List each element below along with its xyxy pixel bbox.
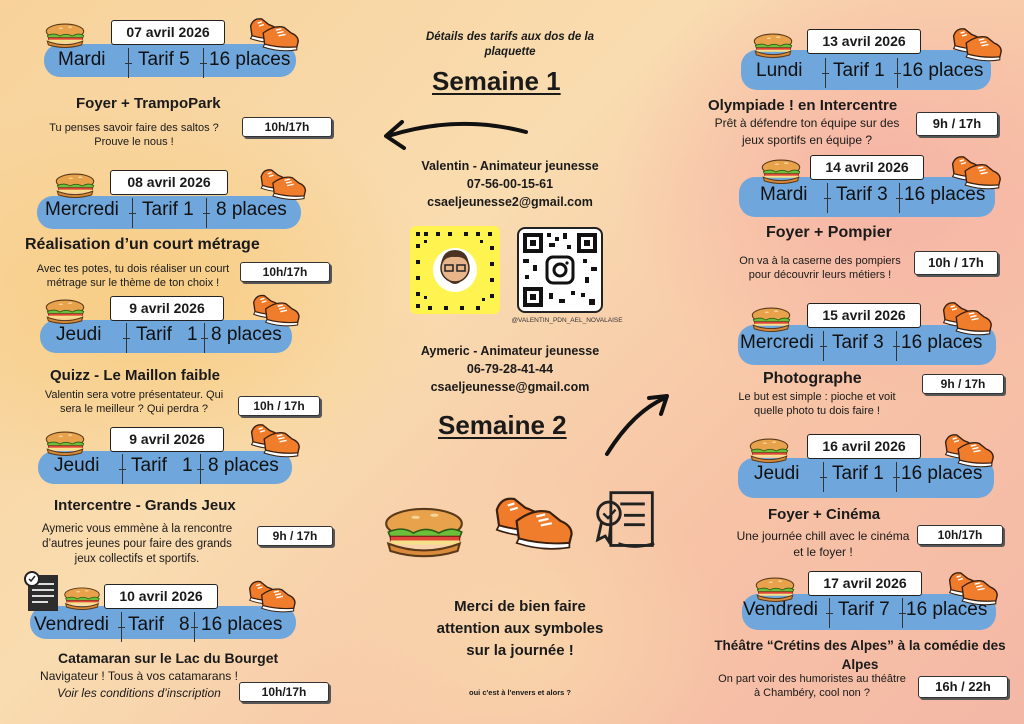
time-badge: 10h/17h	[242, 117, 332, 137]
running-shoes-icon	[948, 22, 1004, 64]
separator-tick	[119, 469, 126, 470]
day-label: Mercredi	[740, 332, 814, 353]
tarif-number: 1	[187, 324, 198, 345]
time-badge: 9h / 17h	[916, 112, 998, 136]
desc-line: Navigateur ! Tous à vos catamarans !	[40, 669, 238, 683]
desc-line: sera le meilleur ? Qui perdra ?	[60, 403, 208, 415]
separator-tick	[123, 338, 130, 339]
activity-description	[30, 668, 248, 702]
date-label: 07 avril 2026	[111, 20, 225, 45]
tarif-label: Tarif 7	[838, 599, 890, 620]
desc-line: Prêt à défendre ton équipe sur des	[714, 116, 900, 130]
aymeric-phone: 06-79-28-41-44	[466, 362, 554, 376]
desc-line: On va à la caserne des pompiers	[739, 255, 901, 267]
day-label: Vendredi	[743, 599, 819, 620]
activity-title: Foyer + TrampoPark	[76, 95, 221, 112]
time-badge: 9h / 17h	[257, 526, 333, 546]
day-label: Mardi	[760, 184, 808, 205]
activity-title: Réalisation d’un court métrage	[25, 236, 260, 253]
time-badge: 10h/17h	[240, 262, 330, 282]
snapcode-icon[interactable]	[410, 226, 500, 314]
intro-note	[400, 30, 620, 60]
desc-line: Aymeric vous emmène à la rencontre	[41, 523, 233, 535]
desc-line: quelle photo tu dois faire !	[754, 405, 880, 417]
places-label: 16 places	[201, 614, 283, 635]
separator-tick	[894, 73, 901, 74]
merci-line-2: attention aux symboles	[436, 620, 604, 637]
separator-tick	[893, 477, 900, 478]
intro-line-1: Détails des tarifs aux dos de la	[425, 31, 595, 43]
date-label: 15 avril 2026	[807, 303, 921, 328]
day-label: Vendredi	[34, 614, 110, 635]
sandwich-icon	[752, 32, 794, 58]
tarif-label: Tarif 1	[833, 60, 885, 81]
qr-code-icon[interactable]	[517, 227, 603, 313]
merci-message	[400, 596, 640, 662]
separator-tick	[203, 213, 210, 214]
separator-tick	[820, 346, 827, 347]
activity-description	[728, 528, 918, 560]
separator-tick	[822, 73, 829, 74]
separator-tick	[125, 63, 132, 64]
tarif-label: Tarif 5	[138, 49, 190, 70]
merci-line-3: sur la journée !	[466, 642, 574, 659]
date-label: 14 avril 2026	[810, 155, 924, 180]
running-shoes-icon	[256, 163, 308, 203]
aymeric-title: Aymeric - Animateur jeunesse	[420, 344, 600, 358]
valentin-title: Valentin - Animateur jeunesse	[421, 159, 599, 173]
places-label: 16 places	[901, 332, 983, 353]
valentin-email[interactable]: csaeljeunesse2@gmail.com	[427, 195, 593, 209]
separator-tick	[893, 346, 900, 347]
time-badge: 9h / 17h	[922, 374, 1004, 394]
semaine-2-heading: Semaine 2	[438, 410, 567, 440]
qr-caption: @VALENTIN_PDN_AEL_NOVALAISE	[511, 317, 623, 324]
desc-line: Le but est simple : pioche et voit	[738, 391, 896, 403]
activity-description	[30, 388, 238, 416]
tarif-number: 8	[179, 614, 190, 635]
places-label: 16 places	[902, 60, 984, 81]
tarif-label: Tarif 1	[832, 463, 884, 484]
arrow-left-icon	[378, 110, 528, 160]
tarif-label: Tarif	[131, 455, 167, 476]
time-badge: 10h / 17h	[914, 251, 998, 275]
day-label: Mercredi	[45, 199, 119, 220]
activity-description	[24, 262, 242, 290]
running-shoes-icon	[488, 488, 576, 554]
places-label: 16 places	[904, 184, 986, 205]
separator-tick	[820, 477, 827, 478]
sandwich-icon	[382, 504, 466, 558]
tarif-label: Tarif 3	[832, 332, 884, 353]
activity-description	[24, 522, 250, 567]
separator-tick	[824, 198, 831, 199]
activity-title: Foyer + Pompier	[766, 224, 892, 241]
date-label: 9 avril 2026	[110, 427, 224, 452]
places-label: 8 places	[208, 455, 279, 476]
separator-tick	[197, 469, 204, 470]
activity-description	[36, 121, 232, 149]
day-label: Lundi	[756, 60, 803, 81]
activity-description	[712, 672, 912, 700]
sandwich-icon	[750, 306, 792, 332]
title-line: Alpes	[841, 657, 879, 672]
desc-line: d’autres jeunes pour faire des grands	[42, 538, 232, 550]
intro-line-2: plaquette	[484, 46, 536, 58]
activity-description	[702, 115, 912, 149]
separator-tick	[201, 338, 208, 339]
desc-line: Une journée chill avec le cinéma	[736, 529, 910, 543]
valentin-phone: 07-56-00-15-61	[466, 177, 554, 191]
time-badge: 10h/17h	[917, 525, 1003, 545]
separator-tick	[899, 613, 906, 614]
tarif-label: Tarif	[128, 614, 164, 635]
date-label: 16 avril 2026	[807, 434, 921, 459]
day-label: Jeudi	[54, 455, 100, 476]
sandwich-icon	[44, 298, 86, 324]
date-label: 08 avril 2026	[110, 170, 228, 195]
tarif-number: 1	[182, 455, 193, 476]
tarif-label: Tarif 3	[836, 184, 888, 205]
contact-valentin	[404, 157, 616, 211]
desc-line: et le foyer !	[793, 545, 853, 559]
desc-line: Avec tes potes, tu dois réaliser un court	[36, 263, 230, 275]
title-line: Théâtre “Crétins des Alpes” à la comédie des	[714, 638, 1006, 653]
date-label: 9 avril 2026	[110, 296, 224, 321]
places-label: 8 places	[216, 199, 287, 220]
day-label: Jeudi	[56, 324, 102, 345]
places-label: 16 places	[901, 463, 983, 484]
certificate-icon	[592, 487, 658, 553]
document-icon	[22, 571, 62, 615]
running-shoes-icon	[244, 575, 298, 615]
activity-title: Quizz - Le Maillon faible	[50, 367, 221, 384]
separator-tick	[129, 213, 136, 214]
date-label: 10 avril 2026	[104, 584, 218, 609]
activity-title: Photographe	[763, 370, 862, 387]
tarif-label: Tarif	[136, 324, 172, 345]
separator-tick	[191, 627, 198, 628]
sandwich-icon	[54, 172, 96, 198]
places-label: 16 places	[209, 49, 291, 70]
activity-description	[734, 390, 900, 418]
desc-line: Valentin sera votre présentateur. Qui	[44, 389, 224, 401]
places-label: 16 places	[906, 599, 988, 620]
separator-tick	[826, 613, 833, 614]
time-badge: 10h/17h	[239, 682, 329, 702]
sandwich-icon	[748, 437, 790, 463]
time-badge: 16h / 22h	[918, 676, 1008, 698]
activity-description	[730, 254, 910, 282]
desc-line: Prouve le nous !	[94, 136, 174, 148]
semaine-1-heading: Semaine 1	[432, 66, 561, 96]
day-label: Jeudi	[754, 463, 800, 484]
separator-tick	[118, 627, 125, 628]
separator-tick	[896, 198, 903, 199]
day-label: Mardi	[58, 49, 106, 70]
aymeric-email[interactable]: csaeljeunesse@gmail.com	[430, 380, 590, 394]
desc-line: métrage sur le thème de ton choix !	[46, 277, 220, 289]
time-badge: 10h / 17h	[238, 396, 320, 416]
desc-line: à Chambéry, cool non ?	[754, 687, 870, 699]
sandwich-icon	[62, 586, 102, 610]
tarif-label: Tarif 1	[142, 199, 194, 220]
arrow-right-icon	[603, 392, 673, 462]
activity-title: Intercentre - Grands Jeux	[54, 497, 236, 514]
footer-note: oui c'est à l'envers et alors ?	[469, 688, 571, 697]
activity-title	[700, 636, 1020, 674]
desc-line-italic[interactable]: Voir les conditions d’inscription	[57, 686, 221, 700]
desc-line: Tu penses savoir faire des saltos ?	[49, 122, 219, 134]
places-label: 8 places	[211, 324, 282, 345]
activity-title: Foyer + Cinéma	[768, 506, 881, 523]
sandwich-icon	[760, 158, 802, 184]
activity-title: Olympiade ! en Intercentre	[708, 97, 898, 114]
date-label: 13 avril 2026	[807, 29, 921, 54]
desc-line: pour découvrir leurs métiers !	[748, 269, 892, 281]
contact-aymeric	[404, 342, 616, 396]
activity-title: Catamaran sur le Lac du Bourget	[58, 650, 279, 666]
desc-line: On part voir des humoristes au théâtre	[718, 673, 906, 685]
separator-tick	[200, 63, 207, 64]
desc-line: jeux sportifs en équipe ?	[741, 133, 873, 147]
sandwich-icon	[44, 22, 86, 48]
merci-line-1: Merci de bien faire	[454, 598, 586, 615]
date-label: 17 avril 2026	[808, 571, 922, 596]
desc-line: jeux collectifs et sportifs.	[74, 553, 200, 565]
sandwich-icon	[44, 430, 86, 456]
